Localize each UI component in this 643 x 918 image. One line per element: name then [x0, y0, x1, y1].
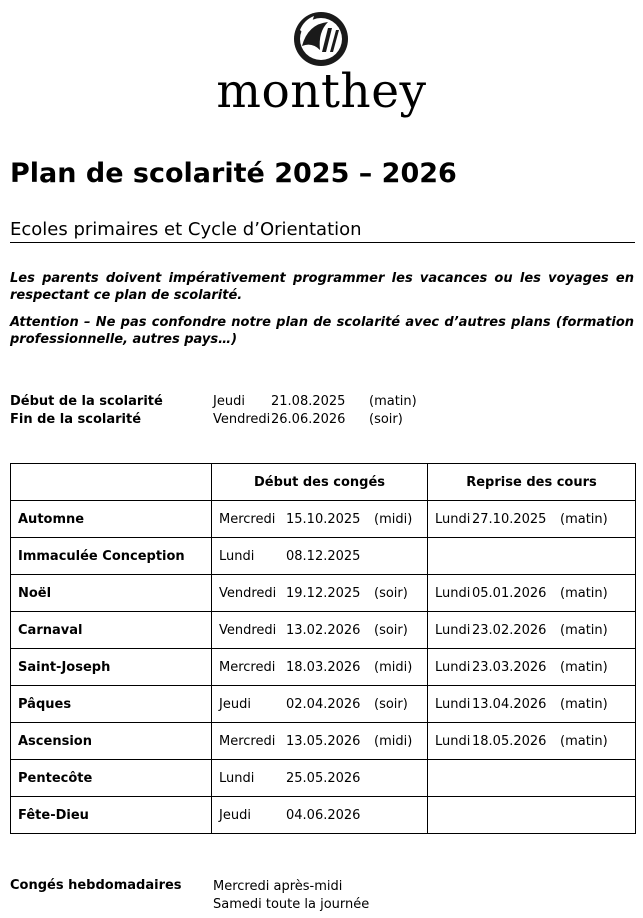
- table-row: [11, 649, 636, 686]
- parent-notice: Les parents doivent impérativement programmer les vacances ou les voyages en respectant ce plan de scolarité.: [10, 271, 634, 303]
- holiday-start-cell: [212, 723, 428, 760]
- holiday-resume-day: Lundi: [435, 696, 471, 712]
- holiday-start-cell: [212, 612, 428, 649]
- holiday-start-day: Mercredi: [219, 511, 276, 527]
- weekly-holiday-wednesday: Mercredi après-midi: [213, 879, 343, 894]
- holiday-start-time: (soir): [374, 585, 408, 601]
- school-start-time: (matin): [369, 394, 417, 409]
- holiday-start-day: Mercredi: [219, 659, 276, 675]
- holiday-resume-date: 27.10.2025: [472, 511, 547, 527]
- holiday-resume-cell: [428, 686, 636, 723]
- holiday-start-cell: [212, 575, 428, 612]
- holiday-resume-time: (matin): [560, 696, 608, 712]
- page-title: Plan de scolarité 2025 – 2026: [10, 158, 457, 189]
- holiday-period: Pentecôte: [11, 760, 212, 797]
- table-header-period: [11, 464, 212, 501]
- holiday-start-day: Vendredi: [219, 622, 277, 638]
- school-end-label: Fin de la scolarité: [10, 412, 142, 427]
- holiday-start-day: Lundi: [219, 548, 255, 564]
- holiday-start-date: 08.12.2025: [286, 548, 361, 564]
- holiday-start-cell: [212, 649, 428, 686]
- holiday-resume-date: 13.04.2026: [472, 696, 547, 712]
- page-subtitle: Ecoles primaires et Cycle d’Orientation: [10, 219, 635, 243]
- holiday-start-date: 13.02.2026: [286, 622, 361, 638]
- holiday-period: Saint-Joseph: [11, 649, 212, 686]
- holiday-resume-cell: [428, 538, 636, 575]
- holiday-start-time: (soir): [374, 696, 408, 712]
- table-row: [11, 686, 636, 723]
- holiday-resume-time: (matin): [560, 585, 608, 601]
- holiday-start-cell: [212, 501, 428, 538]
- table-row: [11, 538, 636, 575]
- holiday-start-date: 04.06.2026: [286, 807, 361, 823]
- holiday-start-day: Jeudi: [219, 807, 251, 823]
- holiday-start-time: (midi): [374, 659, 413, 675]
- holiday-resume-day: Lundi: [435, 733, 471, 749]
- holiday-period: Immaculée Conception: [11, 538, 212, 575]
- holiday-start-date: 25.05.2026: [286, 770, 361, 786]
- holiday-start-cell: [212, 686, 428, 723]
- weekly-holidays-values: [213, 878, 369, 914]
- weekly-holidays-label: Congés hebdomadaires: [10, 878, 182, 893]
- table-row: [11, 501, 636, 538]
- holiday-start-cell: [212, 797, 428, 834]
- holiday-start-date: 15.10.2025: [286, 511, 361, 527]
- holiday-start-date: 18.03.2026: [286, 659, 361, 675]
- holiday-resume-date: 05.01.2026: [472, 585, 547, 601]
- holiday-resume-day: Lundi: [435, 511, 471, 527]
- holiday-resume-date: 18.05.2026: [472, 733, 547, 749]
- holiday-start-day: Jeudi: [219, 696, 251, 712]
- table-header-row: [11, 464, 636, 501]
- holiday-resume-cell: [428, 649, 636, 686]
- school-end-day: Vendredi: [213, 412, 271, 427]
- holiday-resume-date: 23.03.2026: [472, 659, 547, 675]
- holiday-start-time: (midi): [374, 511, 413, 527]
- holiday-resume-cell: [428, 723, 636, 760]
- weekly-holiday-saturday: Samedi toute la journée: [213, 897, 370, 912]
- table-row: [11, 760, 636, 797]
- school-end-time: (soir): [369, 412, 403, 427]
- holiday-period: Noël: [11, 575, 212, 612]
- monthey-emblem-icon: [0, 6, 643, 72]
- holiday-start-date: 02.04.2026: [286, 696, 361, 712]
- holiday-resume-cell: [428, 797, 636, 834]
- logo: [0, 6, 643, 121]
- holiday-resume-time: (matin): [560, 511, 608, 527]
- attention-notice: Attention – Ne pas confondre notre plan de scolarité avec d’autres plans (formation professionnelle, autres pays…): [10, 315, 634, 347]
- holiday-start-day: Mercredi: [219, 733, 276, 749]
- holiday-start-time: (soir): [374, 622, 408, 638]
- holiday-resume-time: (matin): [560, 733, 608, 749]
- school-start-day: Jeudi: [213, 394, 245, 409]
- holiday-start-day: Lundi: [219, 770, 255, 786]
- school-end-date: 26.06.2026: [271, 412, 346, 427]
- table-row: [11, 612, 636, 649]
- holiday-resume-time: (matin): [560, 622, 608, 638]
- holiday-start-cell: [212, 538, 428, 575]
- logo-wordmark: monthey: [216, 64, 427, 119]
- holiday-period: Fête-Dieu: [11, 797, 212, 834]
- holiday-resume-cell: [428, 575, 636, 612]
- holiday-resume-cell: [428, 501, 636, 538]
- table-row: [11, 723, 636, 760]
- table-row: [11, 797, 636, 834]
- holiday-resume-day: Lundi: [435, 659, 471, 675]
- holiday-start-time: (midi): [374, 733, 413, 749]
- holiday-period: Ascension: [11, 723, 212, 760]
- table-row: [11, 575, 636, 612]
- holiday-resume-time: (matin): [560, 659, 608, 675]
- holiday-period: Carnaval: [11, 612, 212, 649]
- holiday-resume-cell: [428, 612, 636, 649]
- holiday-period: Automne: [11, 501, 212, 538]
- holiday-resume-date: 23.02.2026: [472, 622, 547, 638]
- holiday-start-date: 19.12.2025: [286, 585, 361, 601]
- holiday-period: Pâques: [11, 686, 212, 723]
- school-start-label: Début de la scolarité: [10, 394, 163, 409]
- table-header-resume: Reprise des cours: [428, 464, 636, 501]
- holiday-start-date: 13.05.2026: [286, 733, 361, 749]
- holiday-table: [10, 463, 636, 834]
- table-header-start: Début des congés: [212, 464, 428, 501]
- holiday-resume-day: Lundi: [435, 585, 471, 601]
- school-start-date: 21.08.2025: [271, 394, 346, 409]
- holiday-resume-day: Lundi: [435, 622, 471, 638]
- holiday-start-day: Vendredi: [219, 585, 277, 601]
- holiday-resume-cell: [428, 760, 636, 797]
- holiday-start-cell: [212, 760, 428, 797]
